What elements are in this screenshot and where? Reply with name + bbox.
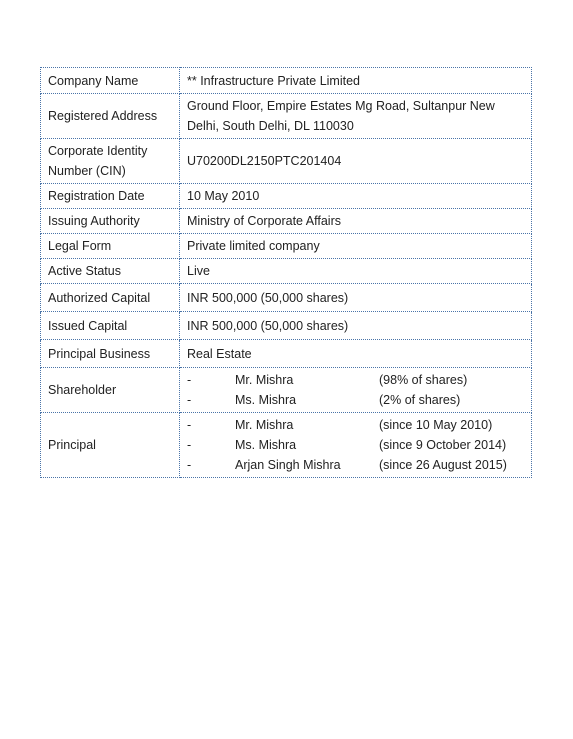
list-dash: -	[187, 373, 192, 387]
list-item	[187, 435, 524, 455]
value-principal-list	[180, 413, 532, 478]
list-dash: -	[187, 438, 192, 452]
list-item	[187, 415, 524, 435]
list-item	[187, 390, 524, 410]
list-dash: -	[187, 418, 192, 432]
value-principal-business: Real Estate	[180, 340, 532, 368]
value-registration-date: 10 May 2010	[180, 184, 532, 209]
list-dash: -	[187, 458, 192, 472]
company-info-table	[40, 67, 532, 478]
table-row	[41, 68, 532, 94]
principal-since: (since 10 May 2010)	[379, 418, 493, 432]
value-authorized-capital: INR 500,000 (50,000 shares)	[180, 284, 532, 312]
value-active-status: Live	[180, 259, 532, 284]
table-row	[41, 284, 532, 312]
table-row	[41, 209, 532, 234]
value-cin: U70200DL2150PTC201404	[180, 139, 532, 184]
table-row	[41, 259, 532, 284]
shareholder-share: (2% of shares)	[379, 393, 461, 407]
list-dash: -	[187, 393, 192, 407]
principal-name: Arjan Singh Mishra	[235, 458, 341, 472]
table-row	[41, 340, 532, 368]
list-item	[187, 370, 524, 390]
label-issued-capital: Issued Capital	[41, 312, 180, 340]
shareholder-share: (98% of shares)	[379, 373, 468, 387]
value-legal-form: Private limited company	[180, 234, 532, 259]
label-legal-form: Legal Form	[41, 234, 180, 259]
table-row	[41, 312, 532, 340]
table-row	[41, 94, 532, 139]
label-cin: Corporate Identity Number (CIN)	[41, 139, 180, 184]
principal-name: Mr. Mishra	[235, 418, 294, 432]
shareholder-name: Mr. Mishra	[235, 373, 294, 387]
principal-since: (since 26 August 2015)	[379, 458, 507, 472]
table-row	[41, 368, 532, 413]
principal-since: (since 9 October 2014)	[379, 438, 507, 452]
table-row	[41, 234, 532, 259]
list-item	[187, 455, 524, 475]
label-issuing-authority: Issuing Authority	[41, 209, 180, 234]
label-principal-business: Principal Business	[41, 340, 180, 368]
label-shareholder: Shareholder	[41, 368, 180, 413]
value-shareholder-list	[180, 368, 532, 413]
principal-name: Ms. Mishra	[235, 438, 297, 452]
value-issuing-authority: Ministry of Corporate Affairs	[180, 209, 532, 234]
value-issued-capital: INR 500,000 (50,000 shares)	[180, 312, 532, 340]
value-registered-address: Ground Floor, Empire Estates Mg Road, Sultanpur New Delhi, South Delhi, DL 110030	[180, 94, 532, 139]
label-active-status: Active Status	[41, 259, 180, 284]
table-row	[41, 184, 532, 209]
label-company-name: Company Name	[41, 68, 180, 94]
label-authorized-capital: Authorized Capital	[41, 284, 180, 312]
label-principal: Principal	[41, 413, 180, 478]
table-row	[41, 413, 532, 478]
label-registered-address: Registered Address	[41, 94, 180, 139]
label-registration-date: Registration Date	[41, 184, 180, 209]
table-row	[41, 139, 532, 184]
value-company-name: ** Infrastructure Private Limited	[180, 68, 532, 94]
shareholder-name: Ms. Mishra	[235, 393, 297, 407]
